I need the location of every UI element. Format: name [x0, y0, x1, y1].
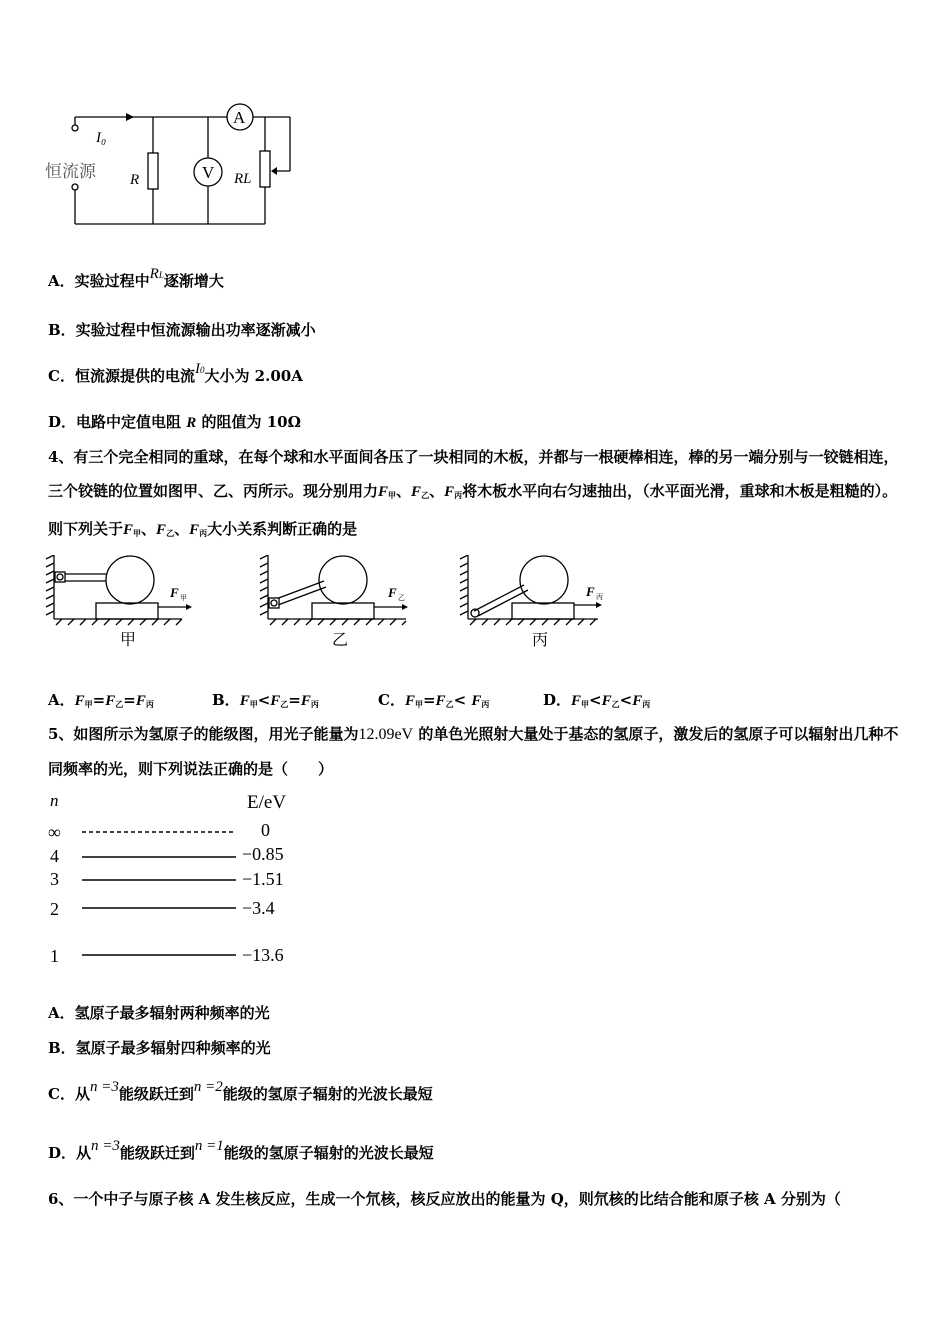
- q3-option-c: C．恒流源提供的电流$I^0$大小为 2.00A: [48, 361, 303, 385]
- r-label: R: [130, 172, 140, 188]
- voltmeter-label: V: [202, 163, 215, 182]
- q5-option-b: B．氢原子最多辐射四种频率的光: [48, 1039, 271, 1057]
- q4-option-a: A．$F_甲=F_乙=F_丙$: [48, 691, 154, 709]
- ammeter-label: A: [233, 108, 246, 127]
- figure-jia: [42, 555, 202, 655]
- q3-option-d: D．电路中定值电阻 R 的阻值为 10Ω: [48, 413, 301, 431]
- svg-text:F: F: [586, 584, 595, 599]
- q6-stem: 6、一个中子与原子核 A 发生核反应，生成一个氘核，核反应放出的能量为 Q，则氘核的比结合能和原子核 A 分别为（: [48, 1190, 841, 1208]
- figure-label-yi: 乙: [332, 632, 349, 649]
- figure-label-bing: 丙: [532, 632, 549, 649]
- q5-option-a: A．氢原子最多辐射两种频率的光: [48, 1004, 270, 1022]
- level-n-3: 3: [50, 869, 59, 889]
- level-e-inf: 0: [261, 820, 270, 840]
- level-n-2: 2: [50, 899, 59, 919]
- level-e-1: −13.6: [242, 945, 284, 965]
- source-label: 恒流源: [45, 162, 96, 181]
- level-n-inf: ∞: [48, 822, 61, 842]
- energy-level-diagram: [40, 790, 310, 980]
- q3-option-b: B．实验过程中恒流源输出功率逐渐减小: [48, 321, 316, 339]
- q4-option-b: B．$F_甲<F_乙=F_丙$: [212, 691, 319, 709]
- current-label: I₀: [96, 130, 107, 146]
- q3-option-a: A．实验过程中$R^L$逐渐增大: [48, 266, 224, 290]
- level-e-3: −1.51: [242, 869, 284, 889]
- n-header: n: [50, 791, 59, 810]
- figure-label-jia: 甲: [120, 632, 137, 649]
- level-n-4: 4: [50, 846, 59, 866]
- svg-text:乙: 乙: [398, 594, 405, 602]
- svg-text:F: F: [170, 585, 179, 600]
- svg-text:F: F: [388, 585, 397, 600]
- svg-text:甲: 甲: [180, 594, 187, 602]
- q5-option-c: C．从n =3能级跃迁到n =2能级的氢原子辐射的光波长最短: [48, 1079, 433, 1103]
- level-e-2: −3.4: [242, 898, 275, 918]
- q5-option-d: D．从n =3能级跃迁到n =1能级的氢原子辐射的光波长最短: [48, 1138, 434, 1162]
- q4-option-d: D．$F_甲<F_乙<F_丙$: [543, 691, 651, 709]
- figure-yi: [256, 555, 426, 655]
- e-header: E/eV: [247, 792, 287, 813]
- q4-stem: 4、有三个完全相同的重球，在每个球和水平面间各压了一块相同的木板，并都与一根硬棒相连，棒的另一端分别与一铰链相连，三个铰链的位置如图甲、乙、丙所示。现分别用力$F_甲$、$F_乙$、$F_丙$将木板水平向右匀速抽出，（水平面光滑，重球和木板是粗糙的）。则下列关于$F_甲$、$F_乙$、$F_丙$大小关系判断正确的是: [48, 448, 899, 538]
- q4-option-c: C．$F_甲=F_乙< F_丙$: [378, 691, 490, 709]
- circuit-diagram: [40, 95, 310, 235]
- svg-text:丙: 丙: [596, 593, 603, 601]
- rl-label: RL: [234, 171, 252, 187]
- q5-stem: 5、如图所示为氢原子的能级图，用光子能量为12.09eV 的单色光照射大量处于基态的氢原子，激发后的氢原子可以辐射出几种不同频率的光，则下列说法正确的是（ ）: [48, 725, 899, 778]
- level-n-1: 1: [50, 946, 59, 966]
- figure-bing: [456, 555, 616, 655]
- level-e-4: −0.85: [242, 844, 284, 864]
